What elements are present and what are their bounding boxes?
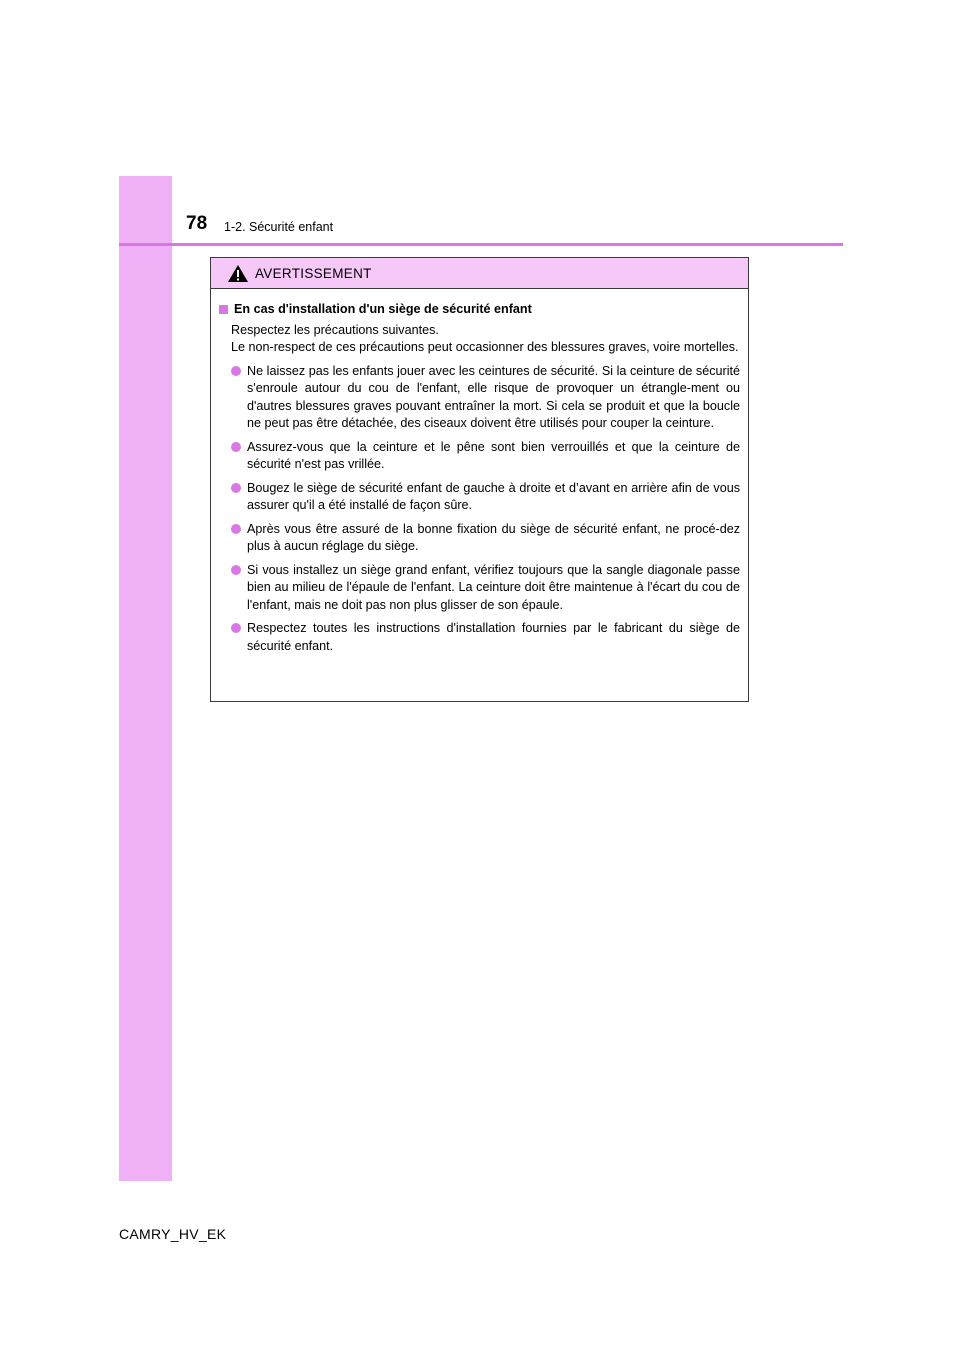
bullet-dot-icon [231, 366, 241, 376]
list-item [219, 521, 740, 556]
side-tab-band [119, 176, 172, 1181]
bullet-dot-icon [231, 623, 241, 633]
document-code: CAMRY_HV_EK [119, 1226, 227, 1242]
list-item [219, 363, 740, 433]
list-item-text: Assurez-vous que la ceinture et le pêne sont bien verrouillés et que la ceinture de sécurité n'est pas vrillée. [247, 439, 740, 471]
bullet-dot-icon [231, 483, 241, 493]
list-item-text: Respectez toutes les instructions d'installation fournies par le fabricant du siège de sécurité enfant. [247, 621, 740, 653]
bullet-dot-icon [231, 524, 241, 534]
page-number: 78 [186, 213, 208, 234]
list-item [219, 480, 740, 515]
list-item [219, 562, 740, 615]
square-bullet-icon [219, 305, 228, 314]
warning-intro: Respectez les précautions suivantes. Le non-respect de ces précautions peut occasionner des blessures graves, voire mortelles. [231, 322, 739, 354]
bullet-dot-icon [231, 565, 241, 575]
list-item-text: Ne laissez pas les enfants jouer avec les ceintures de sécurité. Si la ceinture de sécurité s'enroule autour du cou de l'enfant, elle risque de provoquer un étrangle-ment ou d'autres blessures graves pouvant entraîner la mort. Si cela se produit et que la boucle ne peut pas être détachée, des ciseaux doivent être utilisés pour couper la ceinture. [247, 363, 740, 430]
warning-box [210, 257, 749, 702]
list-item [219, 620, 740, 655]
list-item-text: Bougez le siège de sécurité enfant de gauche à droite et d’avant en arrière afin de vous assurer qu'il a été installé de façon sûre. [247, 480, 740, 512]
header-divider [119, 243, 843, 246]
list-item [219, 439, 740, 474]
warning-header [211, 258, 748, 289]
list-item-text: Après vous être assuré de la bonne fixation du siège de sécurité enfant, ne procé-dez plus à aucun réglage du siège. [247, 521, 740, 553]
list-item-text: Si vous installez un siège grand enfant, vérifiez toujours que la sangle diagonale passe bien au milieu de l'épaule de l'enfant. La ceinture doit être maintenue à l'écart du cou de l'enfant, mais ne doit pas non plus glisser de son épaule. [247, 562, 740, 612]
precaution-list [219, 363, 740, 656]
warning-triangle-icon [227, 264, 249, 283]
warning-body [211, 289, 748, 655]
bullet-dot-icon [231, 442, 241, 452]
warning-title: AVERTISSEMENT [255, 265, 372, 281]
warning-subheading [219, 301, 740, 319]
subheading-text: En cas d'installation d'un siège de sécurité enfant [234, 302, 532, 316]
section-title: 1-2. Sécurité enfant [224, 220, 334, 234]
